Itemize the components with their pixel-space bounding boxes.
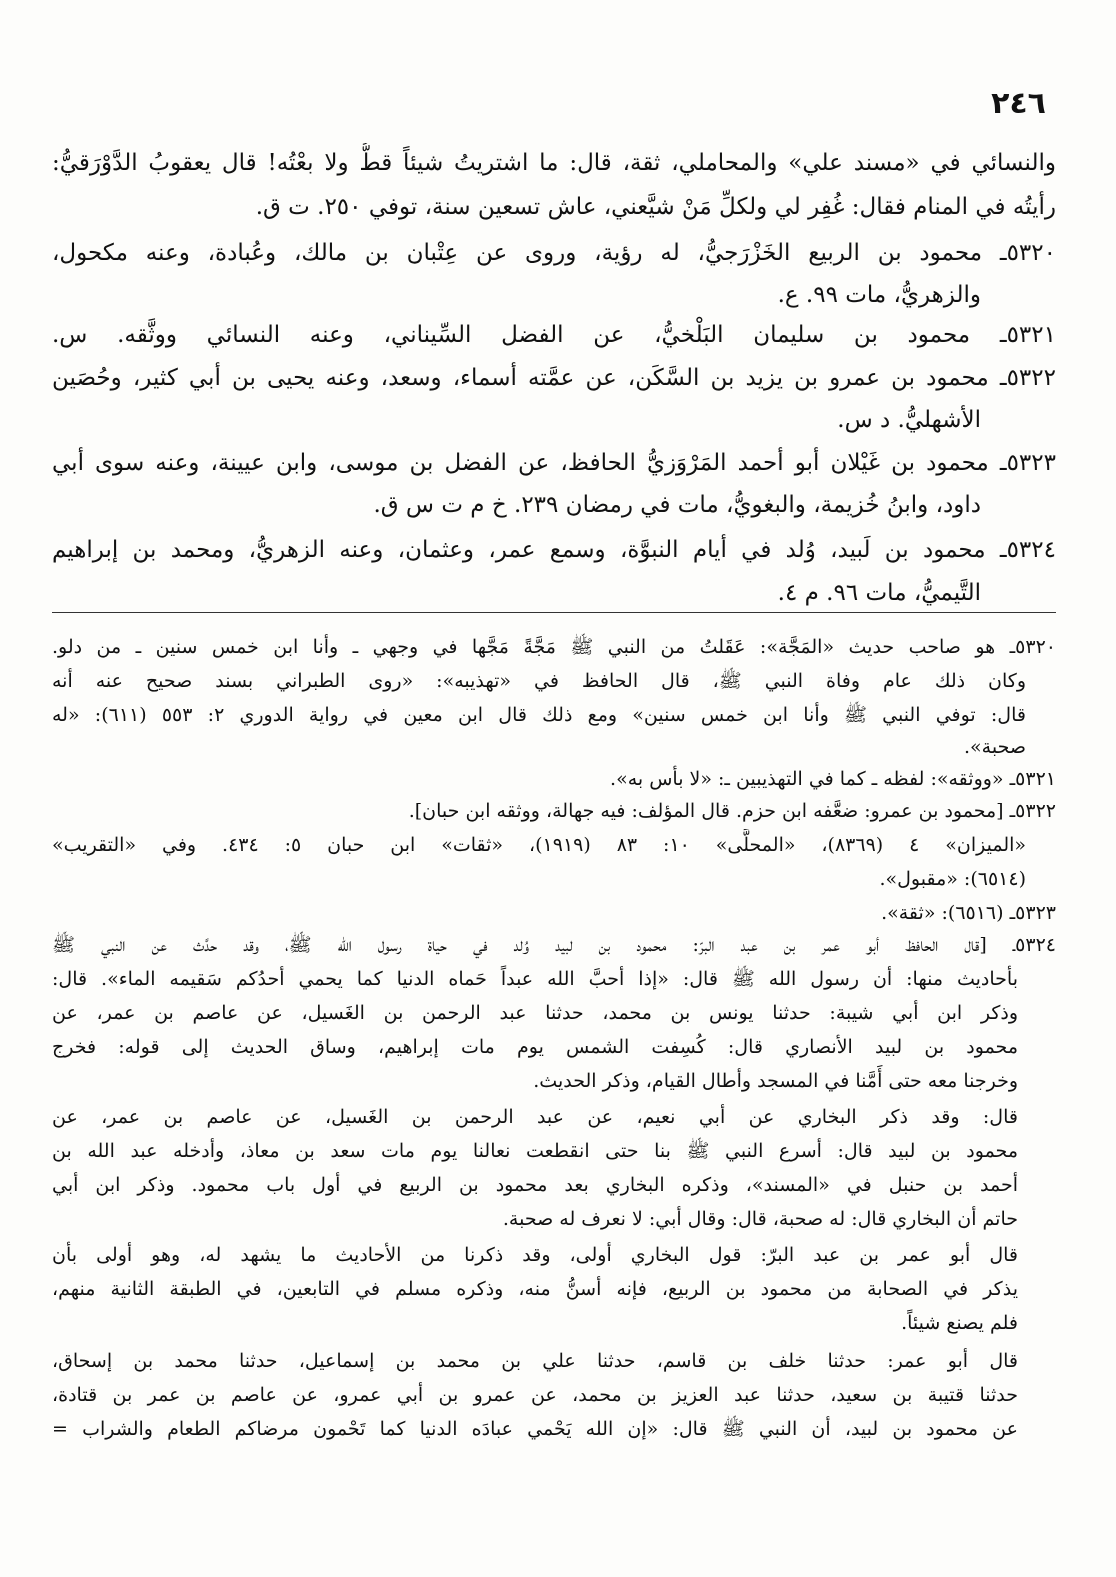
entry-5322: ٥٣٢٢ـ محمود بن عمرو بن يزيد بن السَّكَن، عن عمَّته أسماء، وسعد، وعنه يحيى بن أبي كثير، وحُصَين xyxy=(52,365,1056,391)
main-text-line: والزهريُّ، مات ٩٩. ع. xyxy=(777,282,981,308)
footnote-5320: ٥٣٢٠ـ هو صاحب حديث «المَجَّة»: عَقَلتُ من النبي ﷺ مَجَّةً مَجَّها في وجهي ـ وأنا ابن خمس سنين ـ من دلو. xyxy=(52,636,1056,658)
entry-5320: ٥٣٢٠ـ محمود بن الربيع الخَزْرَجيُّ، له رؤية، وروى عن عِتْبان بن مالك، وعُبادة، وعنه مكحول، xyxy=(52,240,1056,266)
footnote-line: وذكر ابن أبي شيبة: حدثنا يونس بن محمد، حدثنا عبد الرحمن بن الغَسيل، عن عاصم بن عمر، عن xyxy=(52,1002,1018,1024)
footnote-line: حاتم أن البخاري قال: له صحبة، قال: وقال أبي: لا نعرف له صحبة. xyxy=(502,1208,1018,1230)
entry-5324: ٥٣٢٤ـ محمود بن لَبيد، وُلد في أيام النبوَّة، وسمع عمر، وعثمان، وعنه الزهريُّ، ومحمد بن إبراهيم xyxy=(52,537,1056,563)
footnote-paragraph: قال أبو عمر: حدثنا خلف بن قاسم، حدثنا علي بن محمد بن إسماعيل، حدثنا محمد بن إسحاق، xyxy=(52,1350,1018,1372)
main-text-line: رأيتُه في المنام فقال: غُفِر لي ولكلِّ مَنْ شيَّعني، عاش تسعين سنة، توفي ٢٥٠. ت ق. xyxy=(255,194,1056,220)
main-text-line: داود، وابنُ خُزيمة، والبغويُّ، مات في رمضان ٢٣٩. خ م ت س ق. xyxy=(373,492,981,518)
footnote-line: صحبة». xyxy=(964,736,1026,758)
footnote-line: بأحاديث منها: أن رسول الله ﷺ قال: «إذا أحبَّ الله عبداً حَماه الدنيا كما يحمي أحدُكم سَقيمه الماء». قال: xyxy=(52,968,1018,990)
footnote-line: يذكر في الصحابة من محمود بن الربيع، فإنه أسنُّ منه، وذكره مسلم في التابعين، في الطبقة الثانية منهم، xyxy=(52,1278,1018,1300)
footnote-line: فلم يصنع شيئاً. xyxy=(901,1312,1018,1334)
footnote-5321: ٥٣٢١ـ «ووثقه»: لفظه ـ كما في التهذيبين ـ: «لا بأس به». xyxy=(610,768,1056,790)
footnote-line: «الميزان» ٤ (٨٣٦٩)، «المحلَّى» ١٠: ٨٣ (١٩١٩)، «ثقات» ابن حبان ٥: ٤٣٤. وفي «التقريب» xyxy=(52,834,1026,856)
footnote-line: وخرجنا معه حتى أَمَّنا في المسجد وأطال القيام، وذكر الحديث. xyxy=(533,1070,1018,1092)
footnote-5322: ٥٣٢٢ـ [محمود بن عمرو: ضعَّفه ابن حزم. قال المؤلف: فيه جهالة، ووثقه ابن حبان]. xyxy=(408,800,1056,822)
footnote-line: وكان ذلك عام وفاة النبي ﷺ، قال الحافظ في «تهذيبه»: «روى الطبراني بسند صحيح عنه أنه xyxy=(52,670,1026,692)
footnote-line: أحمد بن حنبل في «المسند»، وذكره البخاري بعد محمود بن الربيع في أول باب محمود. وذكر ابن أبي xyxy=(52,1174,1018,1196)
footnote-line: قال: توفي النبي ﷺ وأنا ابن خمس سنين» ومع ذلك قال ابن معين في رواية الدوري ٢: ٥٥٣ (٦١١): «له xyxy=(52,704,1026,726)
footnote-paragraph: قال أبو عمر بن عبد البرّ: قول البخاري أولى، وقد ذكرنا من الأحاديث ما يشهد له، وهو أولى بأن xyxy=(52,1244,1018,1266)
footnote-paragraph: قال: وقد ذكر البخاري عن أبي نعيم، عن عبد الرحمن بن الغَسيل، عن عاصم بن عمر، عن xyxy=(52,1106,1018,1128)
page-number: ٢٤٦ xyxy=(991,86,1046,121)
footnote-line: حدثنا قتيبة بن سعيد، حدثنا عبد العزيز بن محمد، عن عمرو بن أبي عمرو، عن عاصم بن عمر بن قتادة، xyxy=(52,1384,1018,1406)
footnote-separator xyxy=(52,612,1056,613)
main-text-line: التَّيميُّ، مات ٩٦. م ٤. xyxy=(777,580,981,606)
footnote-line: محمود بن لبيد الأنصاري قال: كُسِفت الشمس يوم مات إبراهيم، وساق الحديث إلى قوله: فخرج xyxy=(52,1036,1018,1058)
footnote-5324: ٥٣٢٤ـ [قال الحافظ أبو عمر بن عبد البرّ: محمود بن لبيد وُلد في حياة رسول الله ﷺ، وقد حدَّث عن النبي ﷺ xyxy=(52,934,1056,956)
entry-5321: ٥٣٢١ـ محمود بن سليمان البَلْخيُّ، عن الفضل السِّيناني، وعنه النسائي ووثَّقه. س. xyxy=(52,322,1056,348)
main-text-line: الأشهليُّ. د س. xyxy=(837,407,981,433)
main-text-line: والنسائي في «مسند علي» والمحاملي، ثقة، قال: ما اشتريتُ شيئاً قطُّ ولا بعْتُه! قال يعقوبُ الدَّوْرَقيُّ: xyxy=(52,150,1056,176)
footnote-line: (٦٥١٤): «مقبول». xyxy=(879,868,1026,890)
footnote-5323: ٥٣٢٣ـ (٦٥١٦): «ثقة». xyxy=(881,902,1056,924)
entry-5323: ٥٣٢٣ـ محمود بن غَيْلان أبو أحمد المَرْوَزيُّ الحافظ، عن الفضل بن موسى، وابن عيينة، وعنه سوى أبي xyxy=(52,450,1056,476)
footnote-line: عن محمود بن لبيد، أن النبي ﷺ قال: «إن الله يَحْمي عبادَه الدنيا كما تَحْمون مرضاكم الطعام والشراب = xyxy=(52,1418,1018,1440)
footnote-line: محمود بن لبيد قال: أسرع النبي ﷺ بنا حتى انقطعت نعالنا يوم مات سعد بن معاذ، وأدخله عبد الله بن xyxy=(52,1140,1018,1162)
